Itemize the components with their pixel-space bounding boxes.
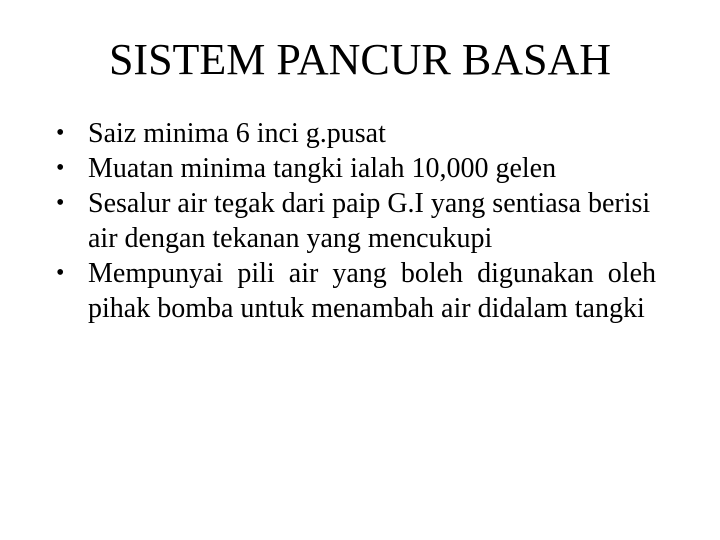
bullet-item xyxy=(56,116,656,151)
bullet-icon: • xyxy=(56,190,65,216)
bullet-icon: • xyxy=(56,120,65,146)
bullet-item xyxy=(56,151,656,186)
slide-title: SISTEM PANCUR BASAH xyxy=(108,35,612,84)
bullet-text: Saiz minima 6 inci g.pusat xyxy=(88,118,386,149)
bullet-item xyxy=(56,256,656,326)
bullet-item xyxy=(56,186,656,256)
bullet-text: Muatan minima tangki ialah 10,000 gelen xyxy=(88,153,557,184)
bullet-icon: • xyxy=(56,260,65,286)
bullet-text: Mempunyai pili air yang boleh digunakan oleh pihak bomba untuk menambah air didalam tangki xyxy=(88,258,656,324)
bullet-list xyxy=(56,116,656,326)
bullet-icon: • xyxy=(56,155,65,181)
bullet-text: Sesalur air tegak dari paip G.I yang sentiasa berisi air dengan tekanan yang mencukupi xyxy=(88,188,651,254)
